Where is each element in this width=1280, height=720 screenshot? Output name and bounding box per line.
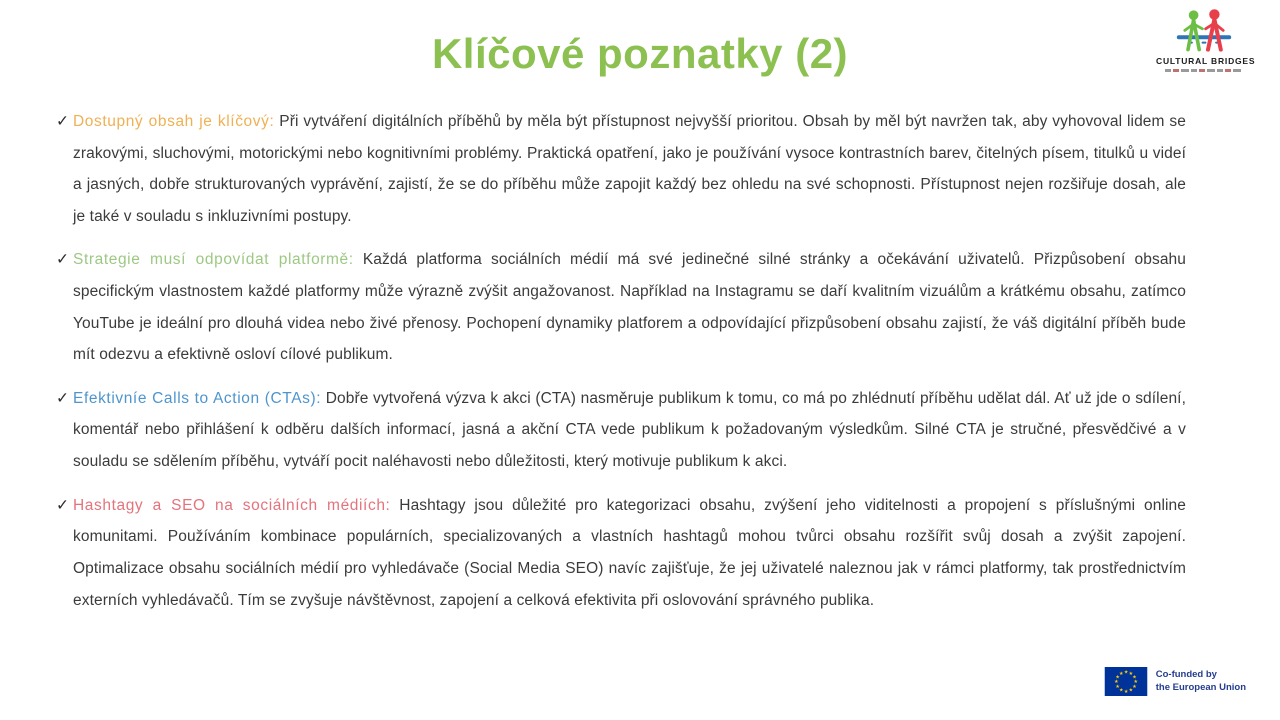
eu-cofunded-block bbox=[1104, 667, 1246, 696]
bullet-text: Při vytváření digitálních příběhů by měla být přístupnost nejvyšší prioritou. Obsah by měl být navržen tak, aby vyhovoval lidem se zrakovými, sluchovými, motorickými nebo kognitivními problémy. Praktická opatření, jako je používání vysoce kontrastních barev, čitelných písem, titulků u videí a jasných, dobře strukturovaných vyprávění, zajistí, že se do příběhu může zapojit každý bez ohledu na své schopnosti. Přístupnost nejen rozšiřuje dosah, ale je také v souladu s inkluzivními postupy. bbox=[73, 113, 1186, 225]
eu-cofunded-line1: Co-funded by bbox=[1155, 669, 1217, 681]
slide-body bbox=[0, 106, 1280, 616]
bridge-figures-icon bbox=[1164, 8, 1244, 56]
logo-tagline bbox=[1165, 69, 1243, 72]
eu-cofunded-label bbox=[1156, 669, 1246, 694]
cultural-bridges-logo bbox=[1156, 8, 1256, 72]
bullet-lead: Dostupný obsah je klíčový: bbox=[73, 113, 275, 130]
checkmark-icon: ✓ bbox=[56, 389, 70, 407]
svg-text:★: ★ bbox=[1118, 688, 1124, 694]
bullet-lead: Strategie musí odpovídat platformě: bbox=[73, 251, 354, 269]
logo-wordmark: CULTURAL BRIDGES bbox=[1156, 56, 1256, 66]
svg-text:★: ★ bbox=[1128, 688, 1133, 694]
checkmark-icon: ✓ bbox=[56, 251, 70, 269]
svg-text:★: ★ bbox=[1115, 675, 1120, 681]
svg-text:★: ★ bbox=[1133, 680, 1138, 686]
svg-text:★: ★ bbox=[1128, 671, 1133, 677]
svg-text:★: ★ bbox=[1131, 675, 1137, 681]
bullet-text: Hashtagy jsou důležité pro kategorizaci obsahu, zvýšení jeho viditelnosti a propojení s příslušnými online komunitami. Používáním kombinace populárních, specializovaných a vlastních hashtagů mohou tvůrci obsahu rozšířit svůj dosah a zvýšit zapojení. Optimalizace obsahu sociálních médií pro vyhledávače (Social Media SEO) navíc zajišťuje, že jej uživatelé naleznou jak v rámci platformy, tak prostřednictvím externích vyhledávačů. Tím se zvyšuje návštěvnost, zapojení a celková efektivita při oslovování správného publika. bbox=[73, 496, 1186, 609]
bullet-text: Každá platforma sociálních médií má své jedinečné silné stránky a očekávání uživatelů. Přizpůsobení obsahu specifickým vlastnostem každé platformy může výrazně zvýšit angažovanost. Například na Instagramu se daří kvalitním vizuálům a krátkému obsahu, zatímco YouTube je ideální pro dlouhá videa nebo živé přenosy. Pochopení dynamiky platforem a odpovídající přizpůsobení obsahu zajistí, že váš digitální příběh bude mít odezvu a efektivně osloví cílové publikum. bbox=[73, 251, 1186, 364]
checkmark-icon: ✓ bbox=[56, 496, 70, 514]
bullet-item-platform bbox=[58, 244, 1186, 370]
bullet-lead: Hashtagy a SEO na sociálních médiích: bbox=[73, 496, 391, 514]
bullet-item-hashtags bbox=[58, 490, 1186, 616]
eu-flag-icon bbox=[1104, 667, 1148, 696]
svg-text:★: ★ bbox=[1131, 685, 1137, 691]
svg-text:★: ★ bbox=[1123, 689, 1128, 695]
svg-text:★: ★ bbox=[1123, 670, 1128, 676]
bullet-item-accessibility bbox=[58, 106, 1186, 232]
eu-cofunded-line2: the European Union bbox=[1155, 681, 1246, 693]
svg-text:★: ★ bbox=[1113, 680, 1119, 686]
svg-text:★: ★ bbox=[1115, 685, 1120, 691]
bullet-lead: Efektivníe Calls to Action (CTAs): bbox=[73, 389, 322, 407]
page-title: Klíčové poznatky (2) bbox=[431, 30, 849, 77]
svg-text:★: ★ bbox=[1118, 671, 1124, 677]
checkmark-icon: ✓ bbox=[56, 113, 70, 130]
bullet-item-cta bbox=[58, 383, 1186, 478]
bullet-text: Dobře vytvořená výzva k akci (CTA) nasměruje publikum k tomu, co má po zhlédnutí příběhu udělat dál. Ať už jde o sdílení, komentář nebo přihlášení k odběru dalších informací, jasná a akční CTA vede publikum k požadovaným výsledkům. Silné CTA je stručné, přesvědčivé a v souladu se sdělením příběhu, vytváří pocit naléhavosti nebo důležitosti, který motivuje publikum k akci. bbox=[73, 389, 1186, 471]
